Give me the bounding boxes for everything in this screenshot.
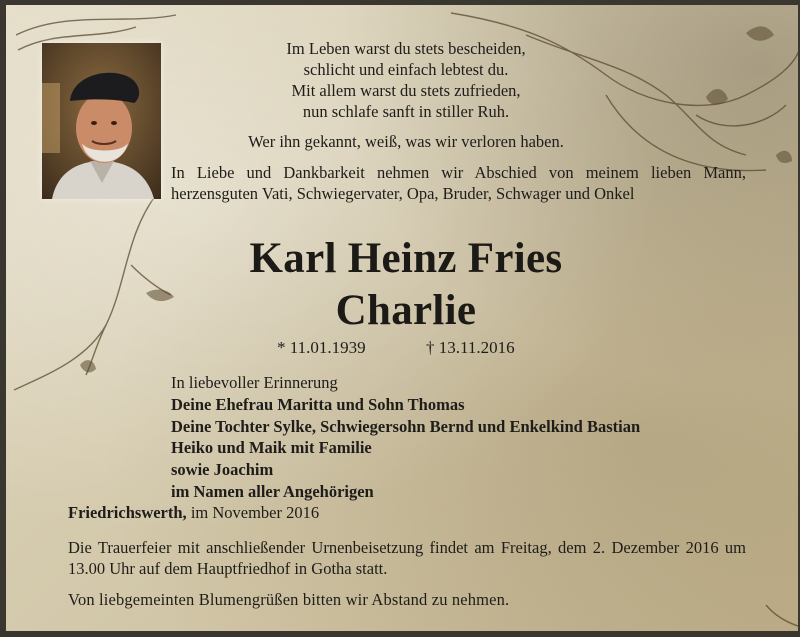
- flowers-note: Von liebgemeinten Blumengrüßen bitten wir Abstand zu nehmen.: [68, 590, 510, 609]
- portrait-photo: [42, 43, 161, 199]
- mourners-block: [171, 372, 771, 503]
- place-town: Friedrichswerth,: [68, 503, 187, 522]
- funeral-service-info: Die Trauerfeier mit anschließender Urnenbeisetzung findet am Freitag, dem 2. Dezember 2016 um 13.00 Uhr auf dem Hauptfriedhof in Gotha statt.: [68, 538, 746, 578]
- intro-text: In Liebe und Dankbarkeit nehmen wir Abschied von meinem lieben Mann, herzensguten Vati, Schwiegervater, Opa, Bruder, Schwager und Onkel: [171, 163, 746, 203]
- poem-line: Im Leben warst du stets bescheiden,: [286, 39, 526, 58]
- poem-line: Mit allem warst du stets zufrieden,: [291, 81, 521, 100]
- deceased-name-block: [156, 233, 656, 337]
- place-date: im November 2016: [190, 503, 320, 522]
- deceased-name: Karl Heinz Fries: [249, 235, 563, 282]
- place-and-date: [68, 502, 568, 523]
- mourner-line: Heiko und Maik mit Familie: [171, 438, 372, 458]
- death-date: † 13.11.2016: [426, 338, 515, 357]
- mourner-line: sowie Joachim: [171, 460, 274, 480]
- quote: Wer ihn gekannt, weiß, was wir verloren haben.: [248, 132, 564, 151]
- mourner-line: Deine Tochter Sylke, Schwiegersohn Bernd und Enkelkind Bastian: [171, 416, 641, 436]
- poem: [216, 38, 596, 122]
- mourner-line: Deine Ehefrau Maritta und Sohn Thomas: [171, 394, 465, 414]
- poem-line: schlicht und einfach lebtest du.: [303, 60, 509, 79]
- memory-heading: In liebevoller Erinnerung: [171, 373, 338, 392]
- birth-date: * 11.01.1939: [277, 338, 366, 357]
- poem-line: nun schlafe sanft in stiller Ruh.: [302, 102, 510, 121]
- mourner-line: im Namen aller Angehörigen: [171, 481, 374, 501]
- deceased-nickname: Charlie: [335, 287, 477, 334]
